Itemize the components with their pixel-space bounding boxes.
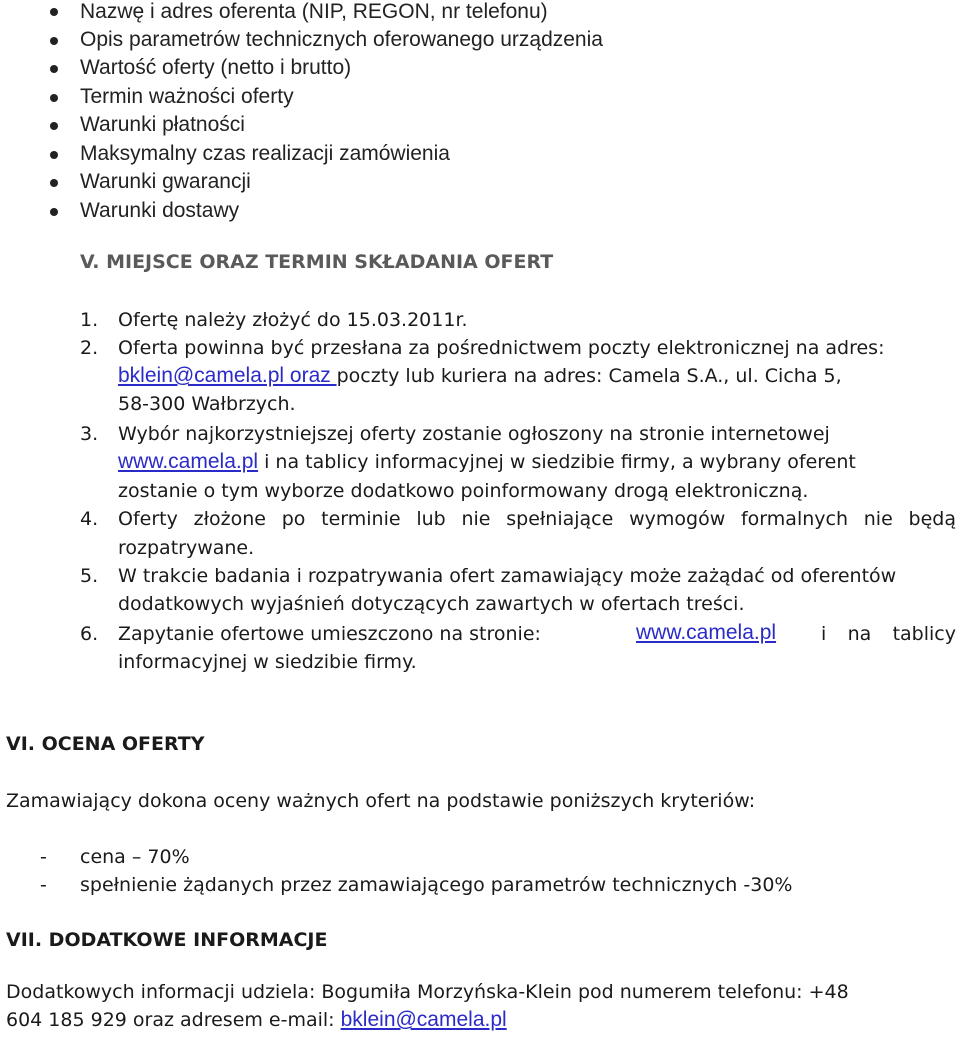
criterion-technical: spełnienie żądanych przez zamawiającego parametrów technicznych -30% bbox=[80, 874, 793, 896]
bullet-icon bbox=[50, 65, 58, 73]
email-link[interactable]: bklein@camela.pl bbox=[118, 364, 285, 387]
item-5-text: W trakcie badania i rozpatrywania ofert zamawiający może zażądać od oferentów bbox=[118, 565, 897, 587]
bullet-item: Termin ważności oferty bbox=[80, 85, 294, 108]
bullet-item: Maksymalny czas realizacji zamówienia bbox=[80, 142, 450, 165]
item-6-text: Zapytanie ofertowe umieszczono na stronie: bbox=[118, 623, 541, 645]
item-number: 5. bbox=[80, 565, 99, 587]
dash-marker: - bbox=[40, 846, 47, 868]
email-link[interactable]: bklein@camela.pl bbox=[340, 1008, 507, 1031]
bullet-item: Wartość oferty (netto i brutto) bbox=[80, 56, 352, 79]
link-fragment[interactable]: oraz bbox=[284, 364, 337, 387]
bullet-item: Opis parametrów technicznych oferowanego urządzenia bbox=[80, 28, 603, 51]
item-6-suffix: i na tablicy bbox=[821, 623, 956, 645]
website-link[interactable]: www.camela.pl bbox=[118, 450, 259, 473]
item-number: 2. bbox=[80, 337, 99, 359]
contact-phone-text: 604 185 929 oraz adresem e-mail: bbox=[6, 1009, 341, 1031]
contact-line-1: Dodatkowych informacji udziela: Bogumiła Morzyńska-Klein pod numerem telefonu: +48 bbox=[6, 981, 849, 1003]
bullet-item: Nazwę i adres oferenta (NIP, REGON, nr telefonu) bbox=[80, 0, 548, 23]
item-number: 4. bbox=[80, 508, 99, 530]
contact-line-2 bbox=[6, 1006, 507, 1034]
dash-marker: - bbox=[40, 874, 47, 896]
item-2-line-2 bbox=[118, 362, 842, 390]
bullet-icon bbox=[50, 179, 58, 187]
bullet-item: Warunki gwarancji bbox=[80, 170, 251, 193]
bullet-icon bbox=[50, 122, 58, 130]
item-number: 3. bbox=[80, 423, 99, 445]
bullet-item: Warunki płatności bbox=[80, 113, 245, 136]
bullet-icon bbox=[50, 94, 58, 102]
item-1-text: Ofertę należy złożyć do 15.03.2011r. bbox=[118, 309, 468, 331]
item-number: 6. bbox=[80, 623, 99, 645]
item-3-text: Wybór najkorzystniejszej oferty zostanie ogłoszony na stronie internetowej bbox=[118, 423, 830, 445]
bullet-icon bbox=[50, 37, 58, 45]
bullet-item: Warunki dostawy bbox=[80, 199, 240, 222]
bullet-icon bbox=[50, 208, 58, 216]
section-vii-heading: VII. DODATKOWE INFORMACJE bbox=[6, 929, 328, 951]
website-link[interactable]: www.camela.pl bbox=[636, 621, 777, 644]
item-number: 1. bbox=[80, 309, 99, 331]
section-v-heading: V. MIEJSCE ORAZ TERMIN SKŁADANIA OFERT bbox=[80, 251, 554, 273]
section-vi-heading: VI. OCENA OFERTY bbox=[6, 733, 205, 755]
item-5-line-2: dodatkowych wyjaśnień dotyczących zawartych w ofertach treści. bbox=[118, 593, 745, 615]
criteria-intro: Zamawiający dokona oceny ważnych ofert na podstawie poniższych kryteriów: bbox=[6, 790, 756, 812]
bullet-icon bbox=[50, 8, 58, 16]
item-2-line-3: 58-300 Wałbrzych. bbox=[118, 393, 296, 415]
bullet-icon bbox=[50, 151, 58, 159]
criterion-price: cena – 70% bbox=[80, 846, 190, 868]
item-6-line-2: informacyjnej w siedzibie firmy. bbox=[118, 651, 417, 673]
item-4-line-2: rozpatrywane. bbox=[118, 537, 255, 559]
item-3-line-3: zostanie o tym wyborze dodatkowo poinformowany drogą elektroniczną. bbox=[118, 480, 809, 502]
item-4-text: Oferty złożone po terminie lub nie spełniające wymogów formalnych nie będą bbox=[118, 508, 956, 530]
item-3-line-2 bbox=[118, 448, 856, 476]
item-2-address: poczty lub kuriera na adres: Camela S.A., ul. Cicha 5, bbox=[336, 365, 842, 387]
item-3-continued: i na tablicy informacyjnej w siedzibie firmy, a wybrany oferent bbox=[258, 451, 856, 473]
item-2-text: Oferta powinna być przesłana za pośrednictwem poczty elektronicznej na adres: bbox=[118, 337, 885, 359]
